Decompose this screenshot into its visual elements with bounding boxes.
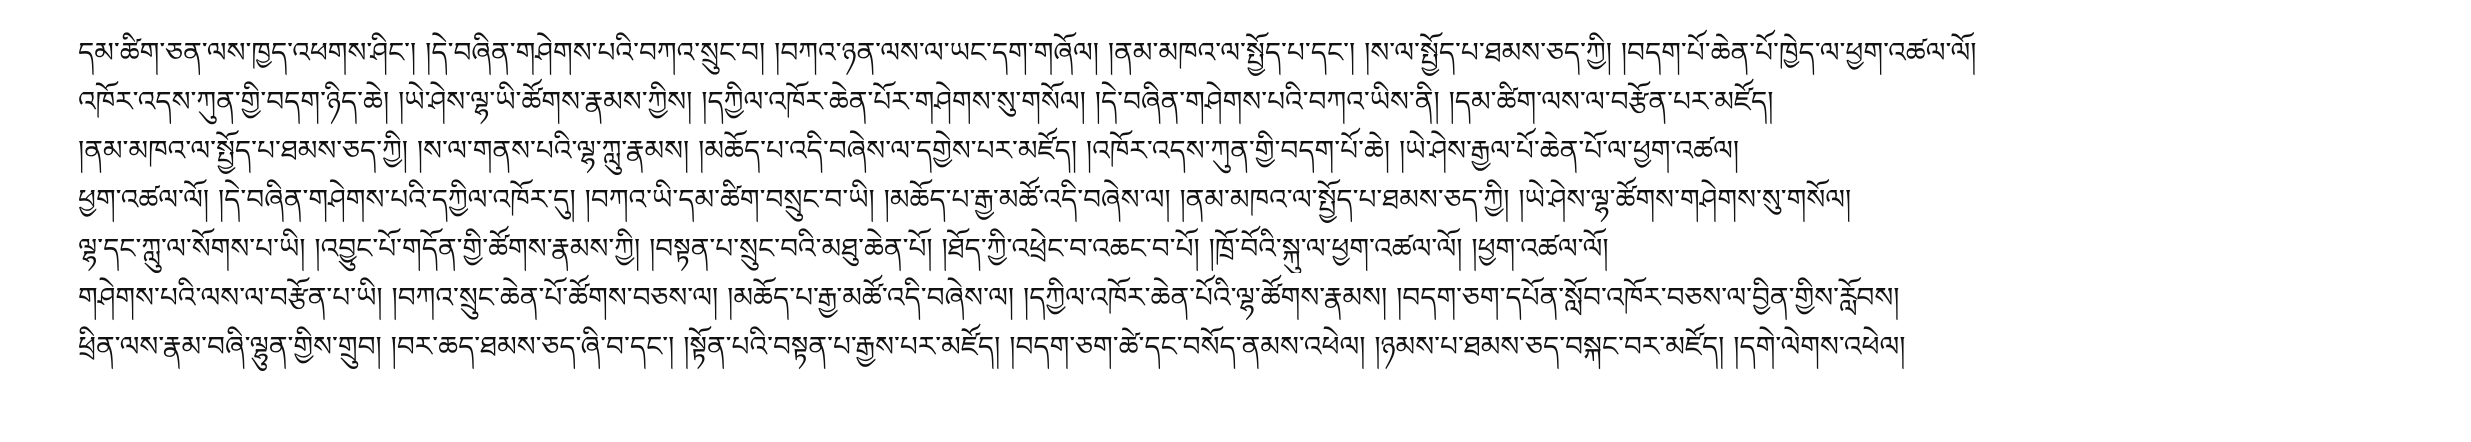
text-line-5: ལྷ་དང་ཀླུ་ལ་སོགས་པ་ཡི། །འབྱུང་པོ་གདོན་གྱི་ཚོགས་རྣམས་ཀྱི། །བསྟན་པ་སྲུང་བའི་མཐུ་ཆེན་པོ། །ཐོད་ཀྱི་འཕྲེང་བ་འཆང་བ་པོ། །ཁྲོ་བོའི་སྐུ་ལ་ཕྱག་འཚལ་ལོ། །ཕྱག་འཚལ་ལོ། — [78, 232, 1609, 265]
text-line-4: ཕྱག་འཚལ་ལོ། །དེ་བཞིན་གཤེགས་པའི་དཀྱིལ་འཁོར་དུ། །བཀའ་ཡི་དམ་ཚིག་བསྲུང་བ་ཡི། །མཆོད་པ་རྒྱ་མཚོ་འདི་བཞེས་ལ། །ནམ་མཁའ་ལ་སྤྱོད་པ་ཐམས་ཅད་ཀྱི། །ཡེ་ཤེས་ལྷ་ཚོགས་གཤེགས་སུ་གསོལ། — [78, 183, 1852, 216]
text-line-3: །ནམ་མཁའ་ལ་སྤྱོད་པ་ཐམས་ཅད་ཀྱི། །ས་ལ་གནས་པའི་ལྷ་ཀླུ་རྣམས། །མཆོད་པ་འདི་བཞེས་ལ་དགྱེས་པར་མཛོད། །འཁོར་འདས་ཀུན་གྱི་བདག་པོ་ཆེ། །ཡེ་ཤེས་རྒྱལ་པོ་ཆེན་པོ་ལ་ཕྱག་འཚལ། — [78, 134, 1740, 167]
text-line-1: དམ་ཚིག་ཅན་ལས་ཁྱད་འཕགས་ཤིང་། །དེ་བཞིན་གཤེགས་པའི་བཀའ་སྲུང་བ། །བཀའ་ཉན་ལས་ལ་ཡང་དག་གཞོལ། །ནམ་མཁའ་ལ་སྤྱོད་པ་དང་། །ས་ལ་སྤྱོད་པ་ཐམས་ཅད་ཀྱི། །བདག་པོ་ཆེན་པོ་ཁྱེད་ལ་ཕྱག་འཚལ་ལོ། — [78, 36, 1977, 69]
text-line-7: ཕྲིན་ལས་རྣམ་བཞི་ལྷུན་གྱིས་གྲུབ། །བར་ཆད་ཐམས་ཅད་ཞི་བ་དང་། །སྟོན་པའི་བསྟན་པ་རྒྱས་པར་མཛོད། །བདག་ཅག་ཚེ་དང་བསོད་ནམས་འཕེལ། །ཉམས་པ་ཐམས་ཅད་བསྐང་བར་མཛོད། །དགེ་ལེགས་འཕེལ། — [78, 330, 1906, 363]
text-line-2: འཁོར་འདས་ཀུན་གྱི་བདག་ཉིད་ཆེ། །ཡེ་ཤེས་ལྷ་ཡི་ཚོགས་རྣམས་ཀྱིས། །དཀྱིལ་འཁོར་ཆེན་པོར་གཤེགས་སུ་གསོལ། །དེ་བཞིན་གཤེགས་པའི་བཀའ་ཡིས་ནི། །དམ་ཚིག་ལས་ལ་བརྩོན་པར་མཛོད། — [78, 85, 1774, 118]
tibetan-manuscript-text — [78, 28, 2418, 371]
text-line-6: གཤེགས་པའི་ལས་ལ་བརྩོན་པ་ཡི། །བཀའ་སྲུང་ཆེན་པོ་ཚོགས་བཅས་ལ། །མཆོད་པ་རྒྱ་མཚོ་འདི་བཞེས་ལ། །དཀྱིལ་འཁོར་ཆེན་པོའི་ལྷ་ཚོགས་རྣམས། །བདག་ཅག་དཔོན་སློབ་འཁོར་བཅས་ལ་བྱིན་གྱིས་རློབས། — [78, 281, 1900, 314]
